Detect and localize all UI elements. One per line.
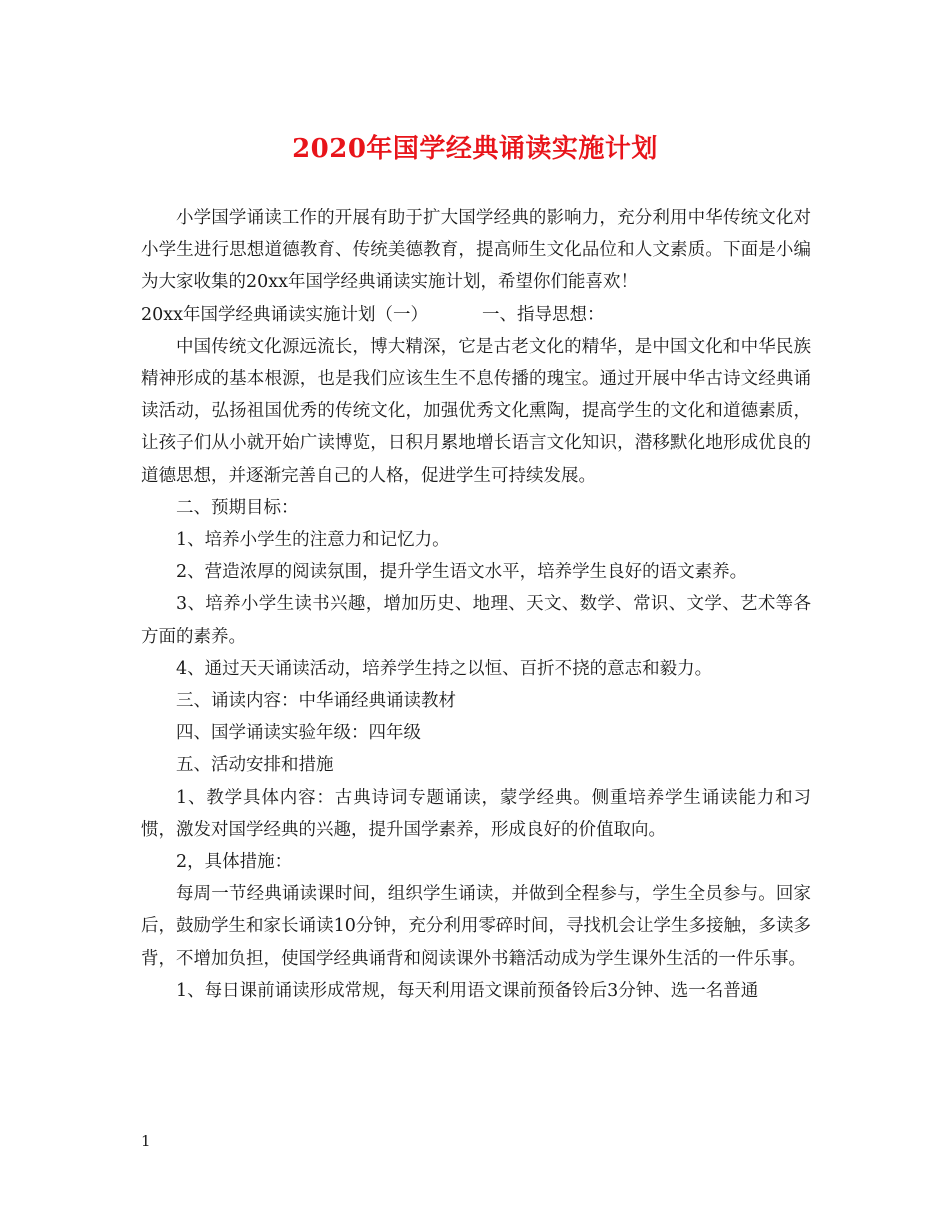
goal-item-2: 2、营造浓厚的阅读氛围，提升学生语文水平，培养学生良好的语文素养。 [176, 562, 748, 583]
grade-line: 四、国学诵读实验年级：四年级 [176, 723, 421, 744]
goal-item-4: 4、通过天天诵读活动，培养学生持之以恒、百折不挠的意志和毅力。 [176, 658, 713, 679]
activity-item-1: 1、教学具体内容：古典诗词专题诵读，蒙学经典。侧重培养学生诵读能力和习惯，激发对国学经典的兴趣，提升国学素养，形成良好的价值取向。 [141, 787, 811, 840]
document-body [141, 202, 811, 1007]
activity-heading: 五、活动安排和措施 [176, 755, 334, 776]
plan-heading-line [141, 299, 811, 331]
intro-paragraph: 小学国学诵读工作的开展有助于扩大国学经典的影响力，充分利用中华传统文化对小学生进行思想道德教育、传统美德教育，提高师生文化品位和人文素质。下面是小编为大家收集的20xx年国学经典诵读实施计划，希望你们能喜欢！ [141, 208, 811, 293]
measures-paragraph: 每周一节经典诵读课时间，组织学生诵读，并做到全程参与，学生全员参与。回家后，鼓励学生和家长诵读10分钟，充分利用零碎时间，寻找机会让学生多接触，多读多背，不增加负担，使国学经典诵背和阅读课外书籍活动成为学生课外生活的一件乐事。 [141, 884, 811, 969]
content-line: 三、诵读内容：中华诵经典诵读教材 [176, 691, 456, 712]
document-title: 2020年国学经典诵读实施计划 [292, 134, 658, 164]
goals-heading: 二、预期目标： [176, 497, 299, 518]
page-number: 1 [141, 1132, 151, 1150]
guiding-paragraph: 中国传统文化源远流长，博大精深，它是古老文化的精华，是中国文化和中华民族精神形成的基本根源，也是我们应该生生不息传播的瑰宝。通过开展中华古诗文经典诵读活动，弘扬祖国优秀的传统文化，加强优秀文化熏陶，提高学生的文化和道德素质，让孩子们从小就开始广读博览，日积月累地增长语言文化知识，潜移默化地形成优良的道德思想，并逐渐完善自己的人格，促进学生可持续发展。 [141, 336, 811, 486]
activity-item-2-heading: 2，具体措施： [176, 852, 293, 873]
daily-reading-line: 1、每日课前诵读形成常规，每天利用语文课前预备铃后3分钟、选一名普通 [176, 980, 759, 1001]
goal-item-3: 3、培养小学生读书兴趣，增加历史、地理、天文、数学、常识、文学、艺术等各方面的素养。 [141, 594, 811, 647]
goal-item-1: 1、培养小学生的注意力和记忆力。 [176, 530, 450, 551]
guiding-heading: 一、指导思想： [482, 304, 605, 325]
plan-heading: 20xx年国学经典诵读实施计划（一） [141, 304, 429, 325]
